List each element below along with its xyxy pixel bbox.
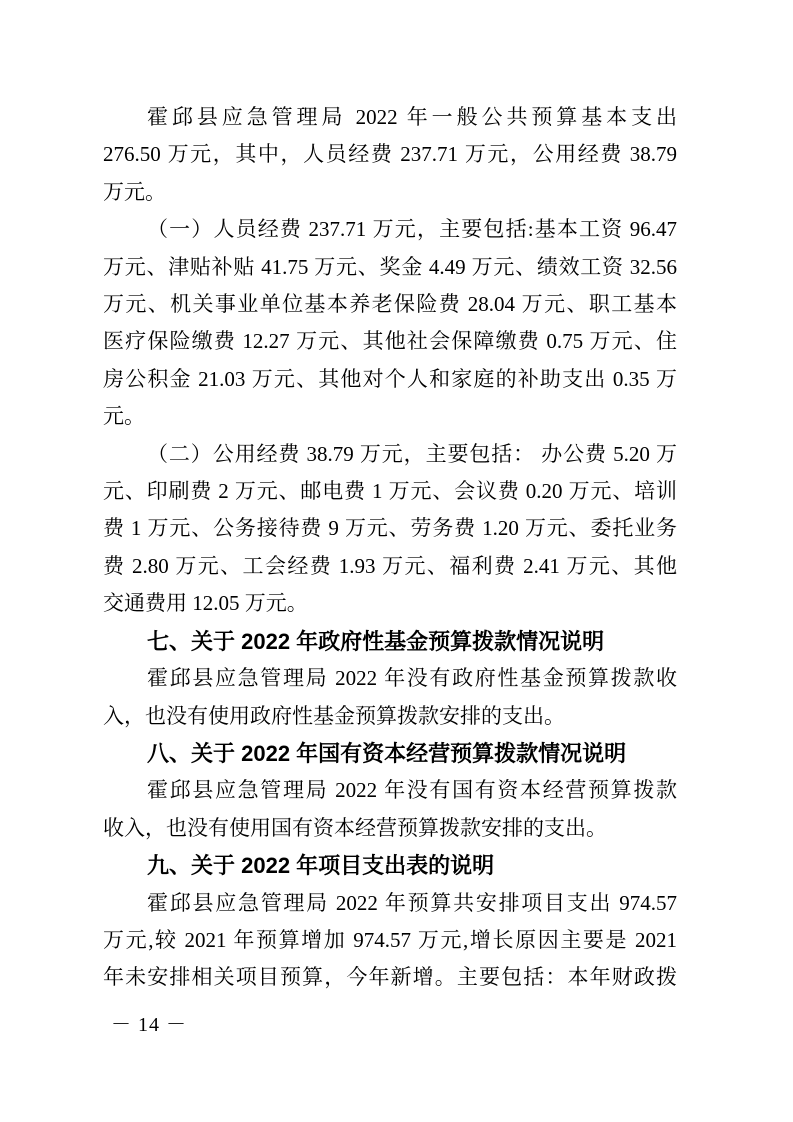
text-line: 万元,较 2021 年预算增加 974.57 万元,增长原因主要是 2021 [103, 927, 677, 952]
text-line: 房公积金 21.03 万元、其他对个人和家庭的补助支出 0.35 万 [103, 366, 677, 391]
text-line: 霍邱县应急管理局 2022 年一般公共预算基本支出 [147, 105, 677, 129]
text-line: 收入，也没有使用国有资本经营预算拨款安排的支出。 [103, 815, 607, 840]
text-line: 霍邱县应急管理局 2022 年没有国有资本经营预算拨款 [147, 778, 677, 803]
text-line: （二）公用经费 38.79 万元，主要包括： 办公费 5.20 万 [147, 441, 677, 466]
text-line: 费 2.80 万元、工会经费 1.93 万元、福利费 2.41 万元、其他 [103, 553, 677, 578]
text-line: 霍邱县应急管理局 2022 年预算共安排项目支出 974.57 [147, 890, 677, 915]
text-line: 元。 [103, 404, 145, 429]
section-heading: 八、关于 2022 年国有资本经营预算拨款情况说明 [147, 740, 627, 766]
page-number: － 14 － [111, 1014, 187, 1036]
text-line: 万元。 [103, 179, 166, 204]
text-line: 入，也没有使用政府性基金预算拨款安排的支出。 [103, 703, 565, 728]
section-heading: 七、关于 2022 年政府性基金预算拨款情况说明 [147, 628, 605, 654]
text-line: 万元、机关事业单位基本养老保险费 28.04 万元、职工基本 [103, 292, 677, 317]
document-body [103, 99, 677, 997]
text-line: 交通费用 12.05 万元。 [103, 591, 308, 616]
text-line: 年未安排相关项目预算，今年新增。主要包括：本年财政拨 [103, 965, 677, 990]
text-line: 医疗保险缴费 12.27 万元、其他社会保障缴费 0.75 万元、住 [103, 329, 677, 354]
text-line: 元、印刷费 2 万元、邮电费 1 万元、会议费 0.20 万元、培训 [103, 479, 677, 504]
text-line: 276.50 万元，其中，人员经费 237.71 万元，公用经费 38.79 [103, 142, 677, 167]
section-heading: 九、关于 2022 年项目支出表的说明 [147, 853, 495, 879]
text-line: 费 1 万元、公务接待费 9 万元、劳务费 1.20 万元、委托业务 [103, 516, 677, 541]
text-line: 万元、津贴补贴 41.75 万元、奖金 4.49 万元、绩效工资 32.56 [103, 254, 677, 279]
text-line: （一）人员经费 237.71 万元，主要包括:基本工资 96.47 [147, 217, 677, 242]
text-line: 霍邱县应急管理局 2022 年没有政府性基金预算拨款收 [147, 666, 677, 691]
